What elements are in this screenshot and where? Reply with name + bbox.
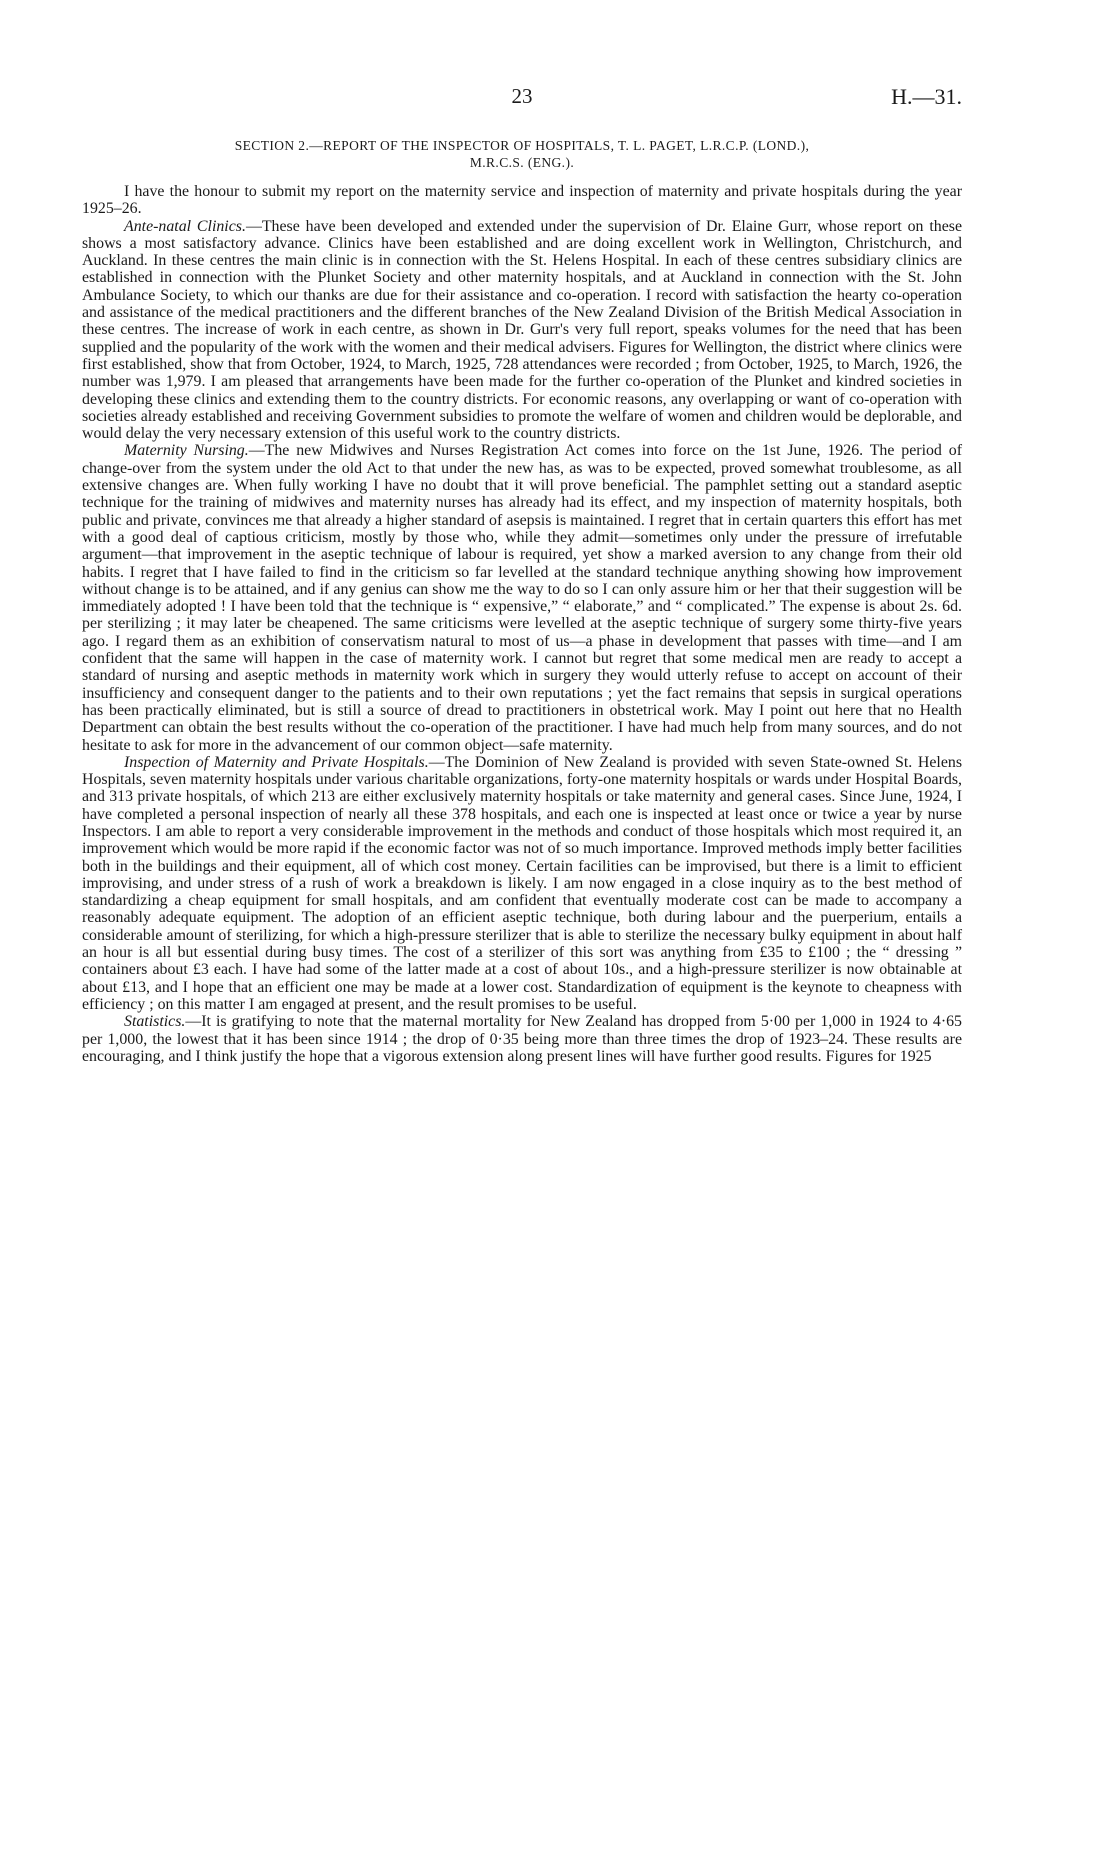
- paragraph-statistics: [82, 1013, 962, 1065]
- paragraph-introduction: [82, 183, 962, 218]
- page-number: 23: [511, 84, 533, 108]
- paragraph-heading: Ante-natal Clinics.: [124, 217, 246, 235]
- paragraph-text: —The new Midwives and Nurses Registration Act comes into force on the 1st June, 1926. The period of change-over from the system under the old Act to that under the new has, as was to be expected, proved somewhat troublesome, as all extensive changes are. When fully working I have no doubt that it will prove beneficial. The pamphlet setting out a standard aseptic technique for the training of midwives and maternity nurses has already had its effect, and my inspection of maternity hospitals, both public and private, convinces me that already a higher standard of asepsis is maintained. I regret that in certain quarters this effort has met with a good deal of captious criticism, mostly by those who, while they admit—sometimes only under the pressure of irrefutable argument—that improvement in the aseptic technique of labour is required, yet show a marked aversion to any change from their old habits. I regret that I have failed to find in the criticism so far levelled at the standard technique anything showing how improvement without change is to be attained, and if any genius can show me the way to do so I can only assure him or her that their suggestion will be immediately adopted ! I have been told that the technique is “ expensive,” “ elaborate,” and “ complicated.” The expense is about 2s. 6d. per sterilizing ; it may later be cheapened. The same criticisms were levelled at the aseptic technique of surgery some thirty-five years ago. I regard them as an exhibition of conservatism natural to most of us—a phase in development that passes with time—and I am confident that the same will happen in the case of maternity work. I cannot but regret that some medical men are ready to accept a standard of nursing and aseptic methods in maternity work which in surgery they would utterly refuse to accept on account of their insufficiency and consequent danger to the patients and to their own reputations ; yet the fact remains that sepsis in surgical operations has been practically eliminated, but is still a source of dread to practitioners in obstetrical work. May I point out here that no Health Department can obtain the best results without the co-operation of the practitioner. I have had much help from many sources, and do not hesitate to ask for more in the advancement of our common object—safe maternity.: [82, 442, 962, 754]
- paragraph-text: —The Dominion of New Zealand is provided with seven State-owned St. Helens Hospitals, seven maternity hospitals under various charitable organizations, forty-one maternity hospitals or wards under Hospital Boards, and 313 private hospitals, of which 213 are either exclusively maternity hospitals or take maternity and general cases. Since June, 1924, I have completed a personal inspection of nearly all these 378 hospitals, and each one is inspected at least once or twice a year by nurse Inspectors. I am able to report a very considerable improvement in the methods and conduct of those hospitals which most required it, an improvement which would be more rapid if the economic factor was not of so much importance. Improved methods imply better facilities both in the buildings and their equipment, all of which cost money. Certain facilities can be improvised, but there is a limit to efficient improvising, and under stress of a rush of work a breakdown is likely. I am now engaged in a close inquiry as to the best method of standardizing a cheap equipment for small hospitals, and am confident that eventually moderate cost can be made to accompany a reasonably adequate equipment. The adoption of an efficient aseptic technique, both during labour and the puerperium, entails a considerable amount of sterilizing, for which a high-pressure sterilizer that is able to sterilize the necessary bulky equipment in about half an hour is all but essential during busy times. The cost of a sterilizer of this sort was anything from £35 to £100 ; the “ dressing ” containers about £3 each. I have had some of the latter made at a cost of about 10s., and a high-pressure sterilizer is now obtainable at about £13, and I hope that an efficient one may be made at a lower cost. Standardization of equipment is the keynote to cheapness with efficiency ; on this matter I am engaged at present, and the result promises to be useful.: [82, 753, 962, 1013]
- report-body: [82, 183, 962, 1065]
- paragraph-text: —These have been developed and extended under the supervision of Dr. Elaine Gurr, whose report on these shows a most satisfactory advance. Clinics have been established and are doing excellent work in Wellington, Christchurch, and Auckland. In these centres the main clinic is in connection with the St. Helens Hospital. In each of these centres subsidiary clinics are established in connection with the Plunket Society and other maternity hospitals, and at Auckland in connection with the St. John Ambulance Society, to which our thanks are due for their assistance and co-operation. I record with satisfaction the hearty co-operation and assistance of the medical practitioners and the different branches of the New Zealand Division of the British Medical Association in these centres. The increase of work in each centre, as shown in Dr. Gurr's very full report, speaks volumes for the need that has been supplied and the popularity of the work with the women and their medical advisers. Figures for Wellington, the district where clinics were first established, show that from October, 1924, to March, 1925, 728 attendances were recorded ; from October, 1925, to March, 1926, the number was 1,979. I am pleased that arrangements have been made for the further co-operation of the Plunket and kindred societies in developing these clinics and extending them to the country districts. For economic reasons, any overlapping or want of co-operation with societies already established and receiving Government subsidies to promote the welfare of women and children would be deplorable, and would delay the very necessary extension of this useful work to the country districts.: [82, 217, 962, 443]
- paragraph-text: I have the honour to submit my report on the maternity service and inspection of maternity and private hospitals during the year 1925–26.: [82, 183, 962, 218]
- paragraph-maternity-nursing: [82, 442, 962, 753]
- paragraph-heading: Statistics.: [124, 1013, 186, 1031]
- document-page: [82, 0, 962, 1871]
- paragraph-text: —It is gratifying to note that the maternal mortality for New Zealand has dropped from 5·00 per 1,000 in 1924 to 4·65 per 1,000, the lowest that it has been since 1914 ; the drop of 0·35 being more than three times the drop of 1923–24. These results are encouraging, and I think justify the hope that a vigorous extension along present lines will have further good results. Figures for 1925: [82, 1013, 962, 1065]
- page-header: [82, 84, 962, 116]
- section-title-line-2: M.R.C.S. (ENG.).: [469, 155, 575, 170]
- paragraph-inspection-of-hospitals: [82, 754, 962, 1013]
- document-reference: H.—31.: [891, 84, 962, 109]
- paragraph-heading: Inspection of Maternity and Private Hospitals.: [124, 753, 429, 771]
- section-title-line-1: SECTION 2.—REPORT OF THE INSPECTOR OF HOSPITALS, T. L. PAGET, L.R.C.P. (LOND.),: [234, 138, 810, 153]
- paragraph-heading: Maternity Nursing.: [124, 442, 249, 460]
- section-title: [82, 137, 962, 171]
- paragraph-ante-natal-clinics: [82, 218, 962, 443]
